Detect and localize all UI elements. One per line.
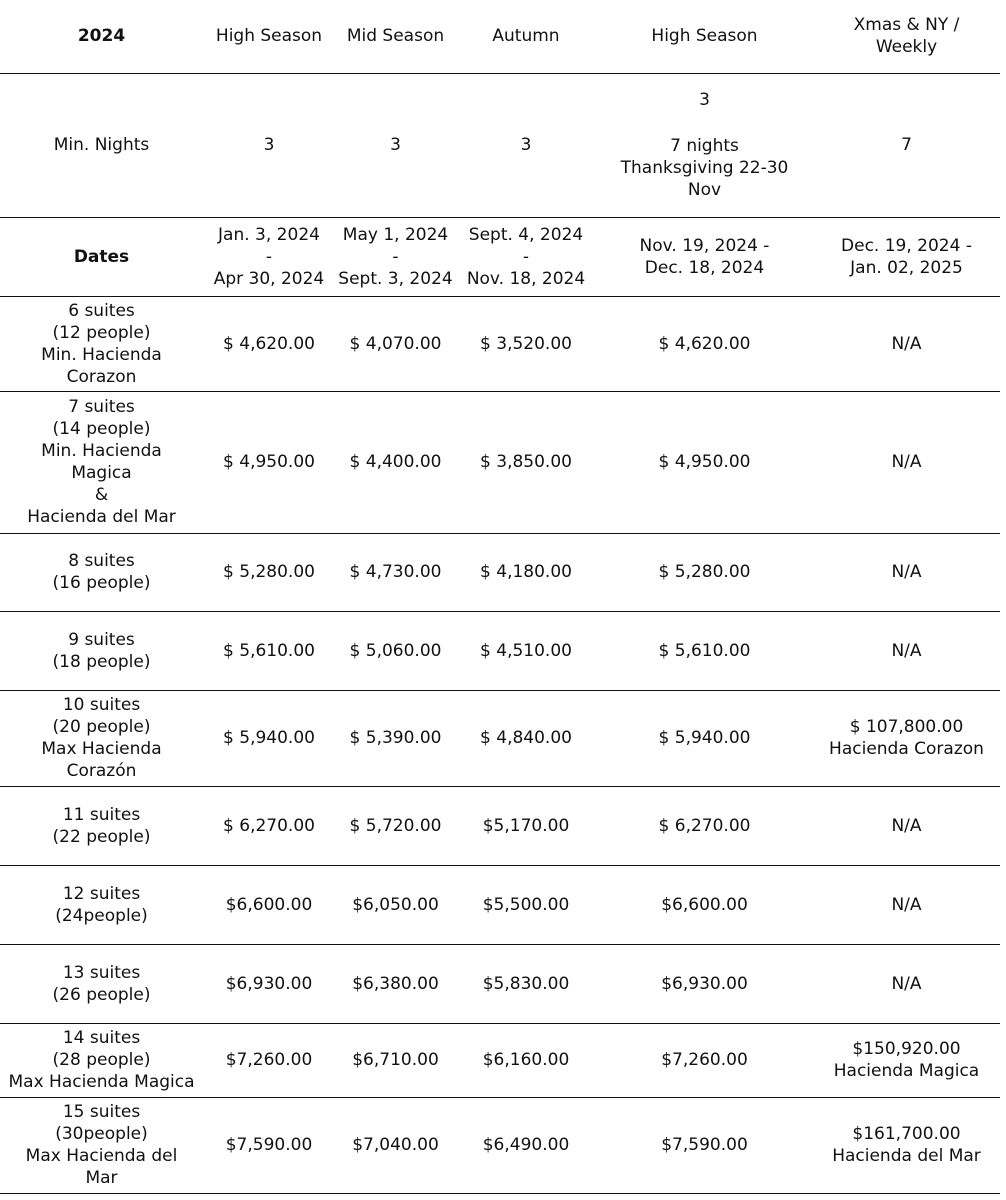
rate-cell: [596, 690, 813, 786]
row-label-line: Max Hacienda del: [25, 1146, 178, 1166]
cell-line: $ 4,070.00: [349, 333, 442, 354]
row-label-line: 11 suites: [62, 804, 141, 825]
rate-cell: [335, 786, 456, 865]
cell-line: -: [392, 246, 399, 267]
row-label-line: (26 people): [52, 984, 151, 1005]
rate-row: [0, 296, 1000, 391]
row-label-line: &: [94, 485, 109, 505]
col-header-label: High Season: [651, 26, 758, 47]
rate-cell: [456, 296, 596, 391]
cell-line: $ 5,390.00: [349, 728, 442, 748]
row-label-line: (22 people): [52, 826, 151, 847]
row-label: [0, 786, 203, 865]
rate-row: [0, 865, 1000, 944]
cell-line: $ 4,620.00: [658, 333, 751, 354]
cell-line: Thanksgiving 22-30: [620, 158, 789, 178]
cell-line: N/A: [891, 333, 922, 354]
row-label-line: (28 people): [52, 1050, 151, 1070]
col-header-high-season: [203, 0, 335, 73]
col-header-label: High Season: [215, 26, 323, 47]
header-row: [0, 0, 1000, 73]
cell-line: $ 3,520.00: [480, 333, 572, 354]
cell-line: N/A: [891, 562, 922, 582]
row-label-line: Dates: [73, 246, 130, 267]
cell-line: $6,930.00: [661, 973, 748, 994]
cell-line: $6,490.00: [482, 1135, 570, 1155]
cell-line: $7,260.00: [661, 1050, 748, 1070]
cell-line: $ 5,280.00: [223, 562, 315, 582]
rate-cell: [813, 944, 1000, 1023]
col-header-label: Xmas & NY /: [853, 15, 960, 36]
rate-cell: [335, 533, 456, 611]
row-label-line: Min. Nights: [53, 135, 150, 155]
rate-cell: [456, 73, 596, 217]
cell-line: $ 4,950.00: [658, 452, 751, 472]
row-label-line: 12 suites: [62, 883, 141, 904]
rate-cell: [813, 690, 1000, 786]
row-label: [0, 611, 203, 690]
rate-cell: [456, 1097, 596, 1193]
cell-line: Sept. 4, 2024: [468, 224, 584, 245]
rate-cell: [456, 944, 596, 1023]
rate-cell: [203, 690, 335, 786]
rate-cell: [596, 786, 813, 865]
rate-cell: [335, 391, 456, 533]
rate-cell: [813, 786, 1000, 865]
cell-line: $ 107,800.00: [849, 717, 964, 737]
rate-cell: [203, 391, 335, 533]
row-label-line: Min. Hacienda: [41, 344, 162, 365]
rate-cell: [203, 1097, 335, 1193]
cell-line: $ 5,280.00: [658, 562, 751, 582]
rate-cell: [813, 217, 1000, 296]
row-label-line: (20 people): [52, 717, 151, 737]
cell-line: Nov. 18, 2024: [466, 268, 586, 289]
col-header-xmas-weekly: [813, 0, 1000, 73]
cell-line: $ 4,180.00: [480, 562, 572, 582]
rate-row: [0, 690, 1000, 786]
cell-line: $7,590.00: [225, 1135, 313, 1155]
rate-cell: [813, 611, 1000, 690]
rate-cell: [813, 73, 1000, 217]
cell-line: Jan. 3, 2024: [218, 224, 320, 245]
rate-cell: [596, 611, 813, 690]
rate-cell: [203, 865, 335, 944]
cell-line: Nov. 19, 2024 -: [639, 235, 770, 256]
row-label-line: (16 people): [52, 573, 151, 593]
cell-line: $ 5,720.00: [349, 815, 442, 836]
cell-line: $7,040.00: [352, 1135, 439, 1155]
row-label: [0, 944, 203, 1023]
row-label: [0, 1023, 203, 1097]
rate-row: [0, 533, 1000, 611]
row-label: [0, 217, 203, 296]
rate-row: [0, 1097, 1000, 1193]
row-label-line: 14 suites: [62, 1028, 141, 1048]
row-label-line: 15 suites: [62, 1102, 141, 1122]
row-label-line: Min. Hacienda: [41, 441, 162, 461]
row-label: [0, 690, 203, 786]
rate-cell: [203, 296, 335, 391]
rate-cell: [813, 391, 1000, 533]
rate-cell: [456, 217, 596, 296]
cell-line: -: [265, 246, 273, 267]
min-nights-row: [0, 73, 1000, 217]
rate-cell: [335, 611, 456, 690]
rate-cell: [335, 1023, 456, 1097]
row-label: [0, 73, 203, 217]
cell-line: N/A: [891, 815, 922, 836]
row-label-line: (14 people): [52, 419, 151, 439]
rate-row: [0, 391, 1000, 533]
row-label-line: (24people): [55, 905, 148, 926]
cell-line: Dec. 19, 2024 -: [841, 235, 972, 256]
rate-row: [0, 1023, 1000, 1097]
cell-line: $5,500.00: [482, 894, 570, 915]
cell-line: $6,600.00: [225, 894, 313, 915]
cell-line: $ 4,950.00: [223, 452, 315, 472]
rate-cell: [456, 786, 596, 865]
row-label-line: 9 suites: [68, 629, 135, 650]
row-label: [0, 533, 203, 611]
rate-cell: [203, 786, 335, 865]
row-label-line: Max Hacienda Magica: [8, 1072, 195, 1092]
cell-line: $150,920.00: [852, 1039, 961, 1059]
rate-row: [0, 611, 1000, 690]
rate-cell: [335, 690, 456, 786]
row-label: [0, 865, 203, 944]
rate-cell: [596, 217, 813, 296]
rate-cell: [335, 217, 456, 296]
rate-cell: [456, 533, 596, 611]
cell-line: $ 5,060.00: [349, 640, 442, 661]
cell-line: 3: [520, 135, 532, 155]
year-heading: 2024: [0, 0, 203, 73]
cell-line: 7 nights: [670, 136, 739, 156]
rate-cell: [596, 865, 813, 944]
row-label-line: Corazon: [66, 366, 137, 387]
rate-cell: [203, 611, 335, 690]
col-header-label: Mid Season: [346, 26, 445, 47]
cell-line: $ 5,940.00: [223, 728, 315, 748]
cell-line: -: [522, 246, 530, 267]
cell-line: Sept. 3, 2024: [338, 268, 453, 289]
cell-line: N/A: [891, 640, 922, 661]
col-header-label: Weekly: [875, 37, 938, 58]
cell-line: $ 5,940.00: [658, 728, 751, 748]
cell-line: $6,600.00: [661, 894, 748, 915]
row-label-line: 7 suites: [68, 397, 135, 417]
row-label-line: 8 suites: [68, 551, 135, 571]
rate-cell: [335, 73, 456, 217]
col-header-autumn: [456, 0, 596, 73]
row-label-line: Magica: [71, 463, 132, 483]
rate-cell: [456, 690, 596, 786]
rate-cell: [203, 1023, 335, 1097]
cell-line: $ 4,510.00: [480, 640, 572, 661]
cell-line: $ 3,850.00: [480, 452, 572, 472]
rate-cell: [596, 73, 813, 217]
cell-line: Hacienda del Mar: [832, 1146, 981, 1166]
rate-cell: [813, 296, 1000, 391]
rate-cell: [335, 944, 456, 1023]
cell-line: $6,380.00: [352, 973, 439, 994]
cell-line: $ 4,620.00: [223, 333, 315, 354]
rate-cell: [596, 1023, 813, 1097]
rate-cell: [203, 944, 335, 1023]
rate-cell: [456, 391, 596, 533]
cell-line: N/A: [891, 973, 922, 994]
row-label-line: (18 people): [52, 651, 151, 672]
row-label: [0, 296, 203, 391]
rate-cell: [813, 533, 1000, 611]
cell-line: Hacienda Corazon: [829, 739, 984, 759]
rate-cell: [335, 296, 456, 391]
rate-cell: [596, 1097, 813, 1193]
cell-line: $ 5,610.00: [223, 640, 315, 661]
row-label-line: 13 suites: [62, 962, 141, 983]
row-label-line: 10 suites: [62, 695, 141, 715]
cell-line: Dec. 18, 2024: [644, 257, 765, 278]
row-label-line: 6 suites: [68, 300, 135, 321]
rate-cell: [813, 865, 1000, 944]
cell-line: 3: [390, 135, 401, 155]
cell-line: Apr 30, 2024: [213, 268, 325, 289]
cell-line: $ 4,840.00: [480, 728, 572, 748]
cell-line: May 1, 2024: [342, 224, 449, 245]
cell-line: $7,590.00: [661, 1135, 748, 1155]
rate-cell: [596, 296, 813, 391]
cell-line: $5,170.00: [482, 815, 570, 836]
cell-line: $6,710.00: [352, 1050, 439, 1070]
cell-line: $6,160.00: [482, 1050, 570, 1070]
row-label-line: (30people): [55, 1124, 148, 1144]
rate-cell: [596, 533, 813, 611]
cell-line: $ 6,270.00: [658, 815, 751, 836]
rate-cell: [596, 391, 813, 533]
rate-row: [0, 944, 1000, 1023]
rate-cell: [335, 1097, 456, 1193]
row-label-line: Hacienda del Mar: [27, 507, 176, 527]
cell-line: $6,930.00: [225, 973, 313, 994]
cell-line: $ 4,400.00: [349, 452, 442, 472]
rate-cell: [203, 533, 335, 611]
cell-line: Hacienda Magica: [833, 1061, 980, 1081]
row-label: [0, 1097, 203, 1193]
cell-line: $7,260.00: [225, 1050, 313, 1070]
cell-line: $ 6,270.00: [223, 815, 315, 836]
row-label-line: Corazón: [66, 761, 137, 781]
rate-cell: [456, 611, 596, 690]
cell-line: $161,700.00: [852, 1124, 961, 1144]
rate-cell: [813, 1023, 1000, 1097]
cell-line: Jan. 02, 2025: [850, 257, 963, 278]
rate-cell: [456, 865, 596, 944]
cell-line: N/A: [891, 452, 922, 472]
row-label-line: Max Hacienda: [41, 739, 162, 759]
cell-line: 7: [901, 135, 912, 155]
rate-cell: [813, 1097, 1000, 1193]
rate-cell: [203, 73, 335, 217]
rate-cell: [203, 217, 335, 296]
rate-cell: [456, 1023, 596, 1097]
rate-row: [0, 786, 1000, 865]
cell-line: N/A: [891, 894, 922, 915]
dates-row: [0, 217, 1000, 296]
cell-line: $5,830.00: [482, 973, 570, 994]
col-header-high-season-late: [596, 0, 813, 73]
cell-line: $6,050.00: [352, 894, 439, 915]
row-label: [0, 391, 203, 533]
line-gap: [596, 111, 813, 135]
col-header-mid-season: [335, 0, 456, 73]
cell-line: $ 4,730.00: [349, 562, 442, 582]
rate-cell: [596, 944, 813, 1023]
cell-line: 3: [263, 135, 275, 155]
cell-line: Nov: [687, 180, 722, 200]
rate-cell: [335, 865, 456, 944]
cell-line: 3: [699, 90, 710, 110]
row-label-line: (12 people): [52, 322, 151, 343]
col-header-label: Autumn: [492, 26, 560, 47]
cell-line: $ 5,610.00: [658, 640, 751, 661]
row-label-line: Mar: [85, 1168, 118, 1188]
